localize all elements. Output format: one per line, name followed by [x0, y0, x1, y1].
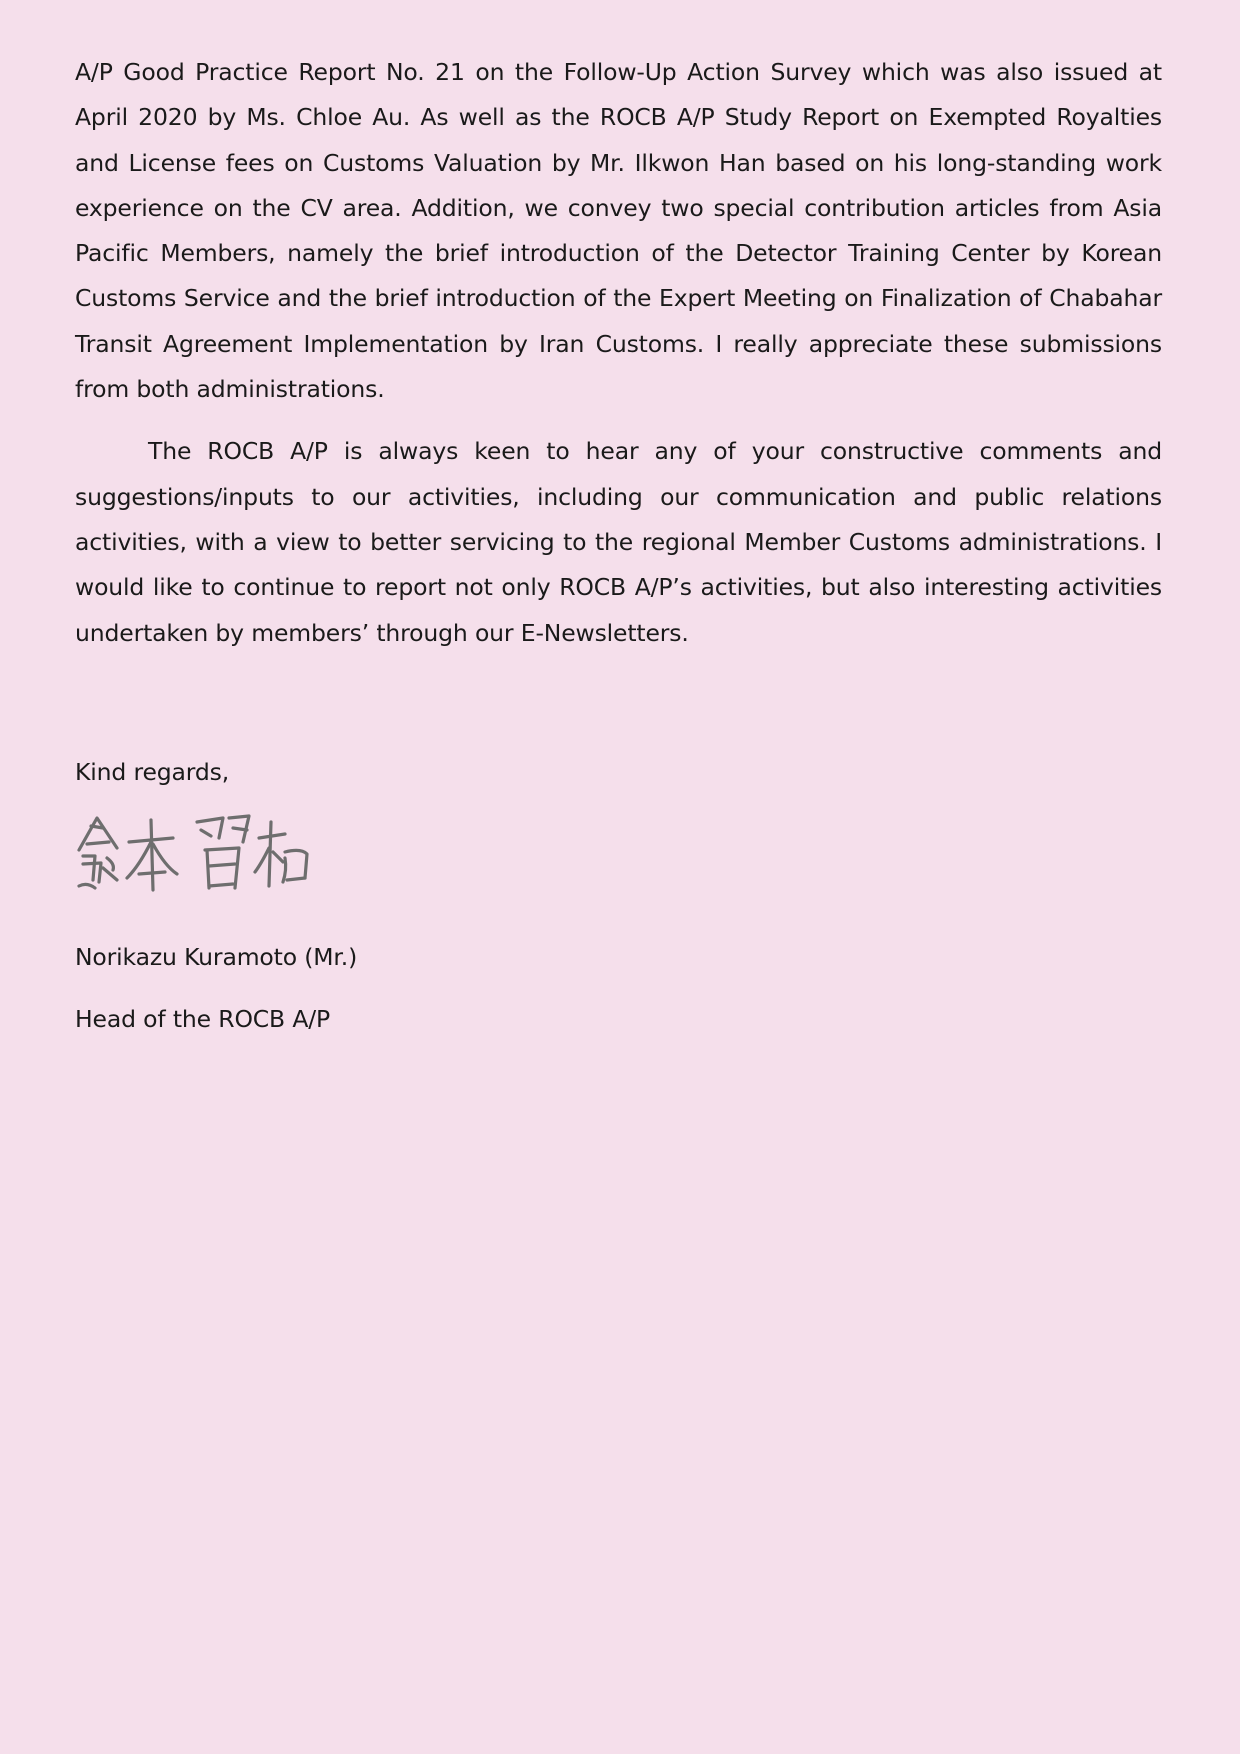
paragraph-contributions: A/P Good Practice Report No. 21 on the Follow-Up Action Survey which was also issued at April 2020 by Ms. Chloe Au. As well as the ROCB A/P Study Report on Exempted Royalties and License fees on Customs Valuation by Mr. Ilkwon Han based on his long-standing work experience on the CV area. Addition, we convey two special contribution articles from Asia Pacific Members, namely the brief introduction of the Detector Training Center by Korean Customs Service and the brief introduction of the Expert Meeting on Finalization of Chabahar Transit Agreement Implementation by Iran Customs. I really appreciate these submissions from both administrations. — [75, 58, 1162, 404]
closing-salutation: Kind regards, — [75, 758, 230, 786]
handwritten-signature — [73, 808, 313, 894]
paragraph-feedback: The ROCB A/P is always keen to hear any of your constructive comments and suggestions/inputs to our activities, including our communication and public relations activities, with a view to better servicing to the regional Member Customs administrations. I would like to continue to report not only ROCB A/P’s activities, but also interesting activities undertaken by members’ through our E-Newsletters. — [75, 437, 1162, 647]
signer-title: Head of the ROCB A/P — [75, 1005, 331, 1033]
signer-name: Norikazu Kuramoto (Mr.) — [75, 943, 358, 971]
letter-body — [75, 50, 1162, 656]
